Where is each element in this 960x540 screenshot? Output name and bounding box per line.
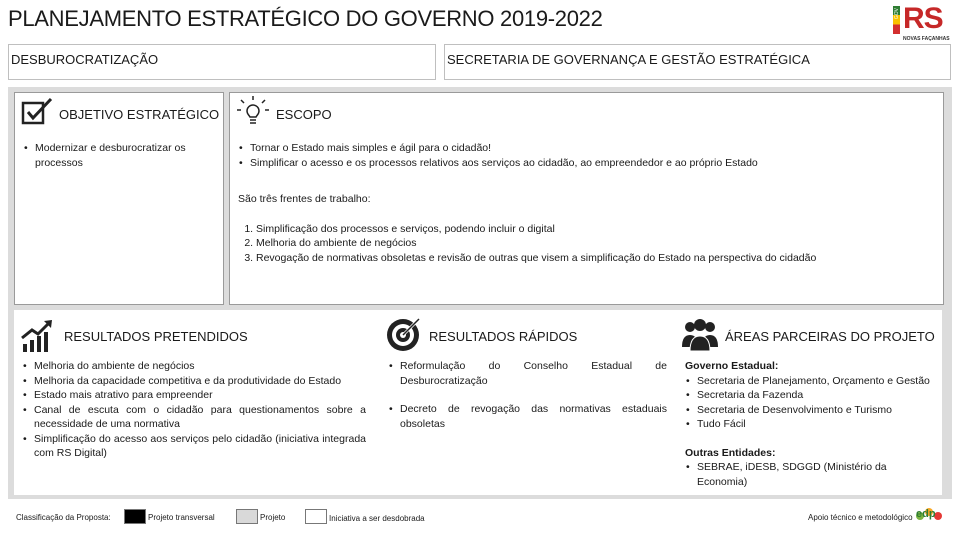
objetivo-items (23, 141, 213, 170)
rs-government-logo (893, 4, 951, 44)
lightbulb-icon (236, 95, 270, 129)
support-text: Apoio técnico e metodológico (808, 513, 913, 522)
checkbox-icon (21, 97, 55, 127)
list-item: • Simplificar o acesso e os processos relativos aos serviços ao cidadão, ao empreendedor e ao próprio Estado (250, 156, 928, 171)
list-item: • Secretaria de Planejamento, Orçamento e Gestão (697, 374, 937, 389)
areas-parceiras-title: ÁREAS PARCEIRAS DO PROJETO (725, 329, 935, 344)
legend-item-iniciativa: Iniciativa a ser desdobrada (329, 514, 425, 523)
gov-items (685, 374, 937, 432)
project-name-box (8, 44, 436, 80)
edp-logo (914, 504, 944, 526)
list-item: • Tornar o Estado mais simples e ágil para o cidadão! (250, 141, 928, 156)
outras-label: Outras Entidades: (685, 446, 776, 459)
resultados-rapidos-list (388, 359, 667, 431)
escopo-title: ESCOPO (276, 107, 332, 122)
fronts-list (238, 222, 928, 266)
secretariat-name: SECRETARIA DE GOVERNANÇA E GESTÃO ESTRATÉGICA (447, 52, 810, 67)
escopo-items (238, 141, 928, 170)
legend-item-projeto: Projeto (260, 513, 286, 522)
legend-swatch-transversal (124, 509, 146, 524)
list-item: • Reformulação do Conselho Estadual de Desburocratização (400, 359, 667, 388)
escopo-panel (229, 92, 944, 305)
logo-subtitle: NOVAS FAÇANHAS (903, 36, 950, 42)
legend-swatch-projeto (236, 509, 258, 524)
areas-parceiras-body (685, 359, 937, 489)
list-item: • Decreto de revogação das normativas estaduais obsoletas (400, 402, 667, 431)
people-group-icon (680, 317, 720, 353)
list-item: • Secretaria de Desenvolvimento e Turismo (697, 403, 937, 418)
logo-rs-text: RS (903, 2, 943, 35)
resultados-pretendidos-title: RESULTADOS PRETENDIDOS (64, 329, 248, 344)
resultados-pretendidos-list (22, 359, 366, 461)
list-item: • Melhoria da capacidade competitiva e da produtividade do Estado (34, 374, 366, 389)
list-item: 3. Revogação de normativas obsoletas e revisão de outras que visem a simplificação do Estado na perspectiva do cidadão (256, 251, 928, 266)
fronts-intro: São três frentes de trabalho: (238, 193, 371, 205)
resultados-rapidos-title: RESULTADOS RÁPIDOS (429, 329, 578, 344)
list-item: • Secretaria da Fazenda (697, 388, 937, 403)
secretariat-box (444, 44, 951, 80)
objetivo-title: OBJETIVO ESTRATÉGICO (59, 107, 220, 122)
objetivo-panel (14, 92, 224, 305)
list-item: • Simplificação do acesso aos serviços pelo cidadão (iniciativa integrada com RS Digital) (34, 432, 366, 461)
list-item: • Canal de escuta com o cidadão para questionamentos sobre a necessidade de uma normativa (34, 403, 366, 432)
list-item: • Modernizar e desburocratizar os processos (35, 141, 213, 170)
outras-items (685, 460, 937, 489)
legend-label: Classificação da Proposta: (16, 513, 111, 522)
legend-item-transversal: Projeto transversal (148, 513, 215, 522)
list-item: • Tudo Fácil (697, 417, 937, 432)
list-item: • Estado mais atrativo para empreender (34, 388, 366, 403)
list-item: • Melhoria do ambiente de negócios (34, 359, 366, 374)
gov-label: Governo Estadual: (685, 360, 779, 372)
list-item: 1. Simplificação dos processos e serviços, podendo incluir o digital (256, 222, 928, 237)
growth-chart-icon (20, 318, 56, 354)
escopo-body (238, 141, 928, 265)
target-icon (385, 317, 421, 353)
list-item: 2. Melhoria do ambiente de negócios (256, 236, 928, 251)
legend-swatch-iniciativa (305, 509, 327, 524)
list-item: • SEBRAE, iDESB, SDGGD (Ministério da Economia) (697, 460, 937, 489)
page-title: PLANEJAMENTO ESTRATÉGICO DO GOVERNO 2019-2022 (8, 6, 603, 31)
resultados-rapidos-items (388, 359, 667, 431)
logo-gov-text: GOV (894, 8, 900, 20)
project-name: DESBUROCRATIZAÇÃO (11, 52, 159, 67)
objetivo-list (23, 141, 213, 170)
resultados-pretendidos-items (22, 359, 366, 461)
edp-logo-text: edp (916, 508, 936, 520)
